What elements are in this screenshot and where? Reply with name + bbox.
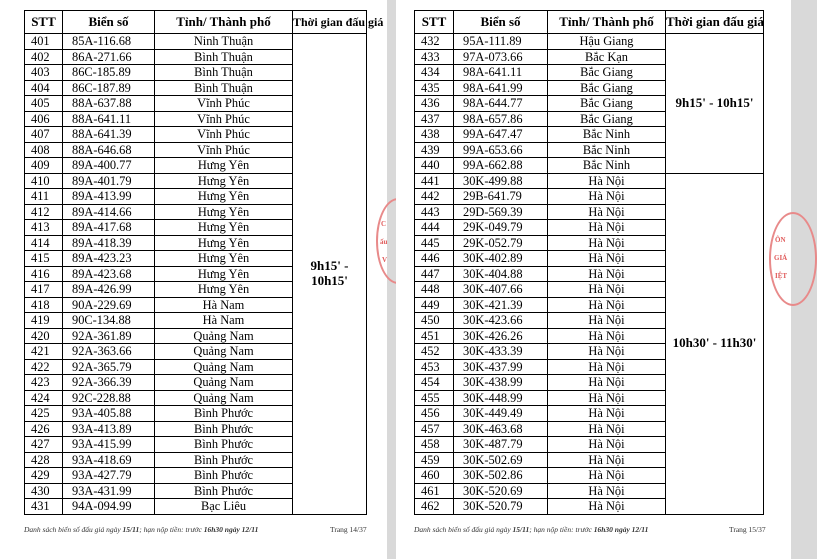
row-stt: 453 [415, 359, 454, 375]
auction-time-slot: 9h15' - 10h15' [293, 34, 367, 515]
row-stt: 425 [25, 406, 63, 422]
row-plate: 92A-363.66 [63, 344, 155, 360]
row-province: Bắc Giang [548, 65, 666, 81]
row-plate: 30K-463.68 [454, 421, 548, 437]
page-number: Trang 15/37 [729, 525, 766, 534]
row-plate: 30K-502.69 [454, 452, 548, 468]
row-plate: 30K-402.89 [454, 251, 548, 267]
row-province: Hà Nam [155, 297, 293, 313]
row-stt: 417 [25, 282, 63, 298]
row-province: Hà Nội [548, 483, 666, 499]
row-stt: 429 [25, 468, 63, 484]
footer-prefix: Danh sách biển số đấu giá ngày [24, 525, 123, 534]
row-province: Quảng Nam [155, 328, 293, 344]
row-province: Hà Nội [548, 313, 666, 329]
row-plate: 29B-641.79 [454, 189, 548, 205]
row-province: Vĩnh Phúc [155, 96, 293, 112]
row-stt: 440 [415, 158, 454, 174]
row-stt: 428 [25, 452, 63, 468]
row-stt: 415 [25, 251, 63, 267]
row-province: Hà Nội [548, 375, 666, 391]
row-plate: 89A-417.68 [63, 220, 155, 236]
row-plate: 98A-641.11 [454, 65, 548, 81]
row-plate: 97A-073.66 [454, 49, 548, 65]
row-plate: 89A-400.77 [63, 158, 155, 174]
row-stt: 424 [25, 390, 63, 406]
table-header-row [25, 11, 367, 34]
row-province: Hưng Yên [155, 266, 293, 282]
row-plate: 30K-423.66 [454, 313, 548, 329]
row-province: Hà Nội [548, 251, 666, 267]
row-province: Vĩnh Phúc [155, 111, 293, 127]
row-plate: 92C-228.88 [63, 390, 155, 406]
row-province: Bạc Liêu [155, 499, 293, 515]
row-stt: 447 [415, 266, 454, 282]
row-plate: 29K-052.79 [454, 235, 548, 251]
row-stt: 448 [415, 282, 454, 298]
row-plate: 30K-499.88 [454, 173, 548, 189]
row-province: Quảng Nam [155, 375, 293, 391]
row-province: Hà Nội [548, 452, 666, 468]
row-province: Hà Nội [548, 328, 666, 344]
row-stt: 423 [25, 375, 63, 391]
auction-time-slot: 9h15' - 10h15' [666, 34, 764, 174]
row-plate: 30K-502.86 [454, 468, 548, 484]
row-stt: 436 [415, 96, 454, 112]
row-province: Hậu Giang [548, 34, 666, 50]
row-province: Hà Nội [548, 344, 666, 360]
stamp-text: ấu [380, 238, 388, 246]
row-province: Hà Nội [548, 235, 666, 251]
row-province: Ninh Thuận [155, 34, 293, 50]
row-stt: 422 [25, 359, 63, 375]
row-plate: 89A-423.23 [63, 251, 155, 267]
row-stt: 443 [415, 204, 454, 220]
row-stt: 407 [25, 127, 63, 143]
auction-time-slot: 10h30' - 11h30' [666, 173, 764, 514]
row-plate: 30K-487.79 [454, 437, 548, 453]
row-plate: 99A-653.66 [454, 142, 548, 158]
row-stt: 406 [25, 111, 63, 127]
row-stt: 437 [415, 111, 454, 127]
row-province: Hà Nội [548, 499, 666, 515]
row-stt: 421 [25, 344, 63, 360]
row-province: Bình Phước [155, 406, 293, 422]
row-plate: 89A-413.99 [63, 189, 155, 205]
row-plate: 86C-185.89 [63, 65, 155, 81]
row-province: Hưng Yên [155, 282, 293, 298]
row-province: Hà Nội [548, 220, 666, 236]
row-province: Bắc Ninh [548, 158, 666, 174]
row-province: Hà Nội [548, 421, 666, 437]
row-stt: 458 [415, 437, 454, 453]
header-plate: Biển số [454, 11, 548, 34]
auction-table-page-14 [24, 10, 384, 515]
row-province: Bình Phước [155, 468, 293, 484]
row-plate: 90C-134.88 [63, 313, 155, 329]
row-plate: 29K-049.79 [454, 220, 548, 236]
row-stt: 462 [415, 499, 454, 515]
row-province: Hưng Yên [155, 204, 293, 220]
row-plate: 89A-401.79 [63, 173, 155, 189]
row-plate: 88A-641.39 [63, 127, 155, 143]
row-plate: 88A-646.68 [63, 142, 155, 158]
row-stt: 403 [25, 65, 63, 81]
row-plate: 89A-418.39 [63, 235, 155, 251]
row-plate: 93A-418.69 [63, 452, 155, 468]
row-stt: 401 [25, 34, 63, 50]
row-plate: 86C-187.89 [63, 80, 155, 96]
row-province: Quảng Nam [155, 344, 293, 360]
row-province: Bắc Ninh [548, 142, 666, 158]
row-province: Hà Nội [548, 266, 666, 282]
row-stt: 419 [25, 313, 63, 329]
row-plate: 92A-366.39 [63, 375, 155, 391]
stamp-text: V [382, 256, 388, 264]
row-plate: 90A-229.69 [63, 297, 155, 313]
row-stt: 402 [25, 49, 63, 65]
row-plate: 30K-449.49 [454, 406, 548, 422]
row-province: Hà Nội [548, 189, 666, 205]
row-stt: 413 [25, 220, 63, 236]
row-province: Hà Nội [548, 468, 666, 484]
footer-prefix: Danh sách biển số đấu giá ngày [414, 525, 513, 534]
row-stt: 427 [25, 437, 63, 453]
row-province: Hưng Yên [155, 251, 293, 267]
row-stt: 445 [415, 235, 454, 251]
stamp-text: IỆT [775, 272, 788, 280]
row-plate: 93A-413.89 [63, 421, 155, 437]
page-footer [24, 525, 258, 534]
footer-mid: ; hạn nộp tiền: trước [529, 525, 594, 534]
page-number: Trang 14/37 [330, 525, 367, 534]
row-plate: 89A-423.68 [63, 266, 155, 282]
row-province: Bắc Giang [548, 111, 666, 127]
row-plate: 99A-662.88 [454, 158, 548, 174]
footer-date: 15/11 [512, 525, 530, 534]
row-stt: 418 [25, 297, 63, 313]
row-stt: 432 [415, 34, 454, 50]
row-stt: 460 [415, 468, 454, 484]
row-province: Hưng Yên [155, 158, 293, 174]
row-plate: 92A-365.79 [63, 359, 155, 375]
row-stt: 452 [415, 344, 454, 360]
row-province: Hà Nội [548, 173, 666, 189]
row-stt: 441 [415, 173, 454, 189]
row-stt: 414 [25, 235, 63, 251]
row-province: Bình Phước [155, 483, 293, 499]
row-stt: 434 [415, 65, 454, 81]
row-plate: 94A-094.99 [63, 499, 155, 515]
row-province: Bình Thuận [155, 65, 293, 81]
row-plate: 88A-641.11 [63, 111, 155, 127]
row-province: Vĩnh Phúc [155, 142, 293, 158]
row-province: Vĩnh Phúc [155, 127, 293, 143]
row-plate: 98A-644.77 [454, 96, 548, 112]
row-plate: 98A-641.99 [454, 80, 548, 96]
row-stt: 405 [25, 96, 63, 112]
row-stt: 433 [415, 49, 454, 65]
row-stt: 439 [415, 142, 454, 158]
footer-deadline: 16h30 ngày 12/11 [203, 525, 259, 534]
row-stt: 461 [415, 483, 454, 499]
row-plate: 92A-361.89 [63, 328, 155, 344]
row-plate: 30K-426.26 [454, 328, 548, 344]
row-plate: 93A-415.99 [63, 437, 155, 453]
row-stt: 404 [25, 80, 63, 96]
row-stt: 444 [415, 220, 454, 236]
row-stt: 450 [415, 313, 454, 329]
row-plate: 29D-569.39 [454, 204, 548, 220]
row-plate: 93A-431.99 [63, 483, 155, 499]
row-plate: 30K-448.99 [454, 390, 548, 406]
table-row [415, 34, 764, 50]
row-plate: 30K-437.99 [454, 359, 548, 375]
page-footer [414, 525, 648, 534]
stamp-text: GIÁ [774, 254, 788, 262]
row-stt: 455 [415, 390, 454, 406]
row-stt: 435 [415, 80, 454, 96]
row-stt: 420 [25, 328, 63, 344]
row-province: Bắc Giang [548, 96, 666, 112]
table-header-row [415, 11, 764, 34]
row-province: Hà Nội [548, 390, 666, 406]
row-plate: 30K-404.88 [454, 266, 548, 282]
header-time: Thời gian đấu giá [293, 11, 367, 34]
row-stt: 412 [25, 204, 63, 220]
row-stt: 426 [25, 421, 63, 437]
row-province: Hưng Yên [155, 189, 293, 205]
table-row [415, 173, 764, 189]
header-province: Tỉnh/ Thành phố [548, 11, 666, 34]
document-page-14 [0, 0, 387, 559]
row-province: Hà Nam [155, 313, 293, 329]
auction-table-page-15 [414, 10, 764, 515]
row-stt: 411 [25, 189, 63, 205]
footer-deadline: 16h30 ngày 12/11 [593, 525, 649, 534]
row-plate: 30K-520.79 [454, 499, 548, 515]
row-province: Hưng Yên [155, 220, 293, 236]
row-plate: 30K-433.39 [454, 344, 548, 360]
stamp-text: C [381, 220, 387, 228]
row-province: Hà Nội [548, 282, 666, 298]
row-province: Hà Nội [548, 204, 666, 220]
row-province: Hưng Yên [155, 173, 293, 189]
row-plate: 30K-438.99 [454, 375, 548, 391]
row-province: Hà Nội [548, 406, 666, 422]
row-stt: 457 [415, 421, 454, 437]
row-plate: 30K-407.66 [454, 282, 548, 298]
footer-date: 15/11 [122, 525, 140, 534]
row-province: Hà Nội [548, 437, 666, 453]
row-province: Hưng Yên [155, 235, 293, 251]
row-plate: 99A-647.47 [454, 127, 548, 143]
row-plate: 85A-116.68 [63, 34, 155, 50]
header-time: Thời gian đấu giá [666, 11, 764, 34]
row-plate: 86A-271.66 [63, 49, 155, 65]
row-province: Quảng Nam [155, 359, 293, 375]
row-plate: 30K-520.69 [454, 483, 548, 499]
document-page-15 [396, 0, 791, 559]
row-province: Bình Phước [155, 421, 293, 437]
header-stt: STT [415, 11, 454, 34]
row-stt: 442 [415, 189, 454, 205]
row-stt: 446 [415, 251, 454, 267]
row-province: Quảng Nam [155, 390, 293, 406]
row-stt: 409 [25, 158, 63, 174]
row-stt: 438 [415, 127, 454, 143]
row-stt: 431 [25, 499, 63, 515]
footer-mid: ; hạn nộp tiền: trước [139, 525, 204, 534]
table-row [25, 34, 367, 50]
row-plate: 89A-414.66 [63, 204, 155, 220]
header-province: Tỉnh/ Thành phố [155, 11, 293, 34]
row-province: Bình Thuận [155, 80, 293, 96]
row-stt: 454 [415, 375, 454, 391]
row-stt: 410 [25, 173, 63, 189]
row-plate: 95A-111.89 [454, 34, 548, 50]
header-stt: STT [25, 11, 63, 34]
row-plate: 30K-421.39 [454, 297, 548, 313]
row-province: Bắc Ninh [548, 127, 666, 143]
row-stt: 449 [415, 297, 454, 313]
row-stt: 430 [25, 483, 63, 499]
row-plate: 93A-405.88 [63, 406, 155, 422]
row-province: Bình Phước [155, 437, 293, 453]
row-plate: 88A-637.88 [63, 96, 155, 112]
row-plate: 93A-427.79 [63, 468, 155, 484]
row-province: Bình Phước [155, 452, 293, 468]
row-plate: 98A-657.86 [454, 111, 548, 127]
row-province: Bình Thuận [155, 49, 293, 65]
row-stt: 451 [415, 328, 454, 344]
row-stt: 416 [25, 266, 63, 282]
row-stt: 459 [415, 452, 454, 468]
row-province: Bắc Kạn [548, 49, 666, 65]
row-stt: 456 [415, 406, 454, 422]
stamp-text: ÔN [775, 236, 786, 244]
row-plate: 89A-426.99 [63, 282, 155, 298]
red-stamp-seal [769, 212, 817, 306]
row-province: Hà Nội [548, 359, 666, 375]
row-province: Bắc Giang [548, 80, 666, 96]
row-stt: 408 [25, 142, 63, 158]
row-province: Hà Nội [548, 297, 666, 313]
header-plate: Biển số [63, 11, 155, 34]
